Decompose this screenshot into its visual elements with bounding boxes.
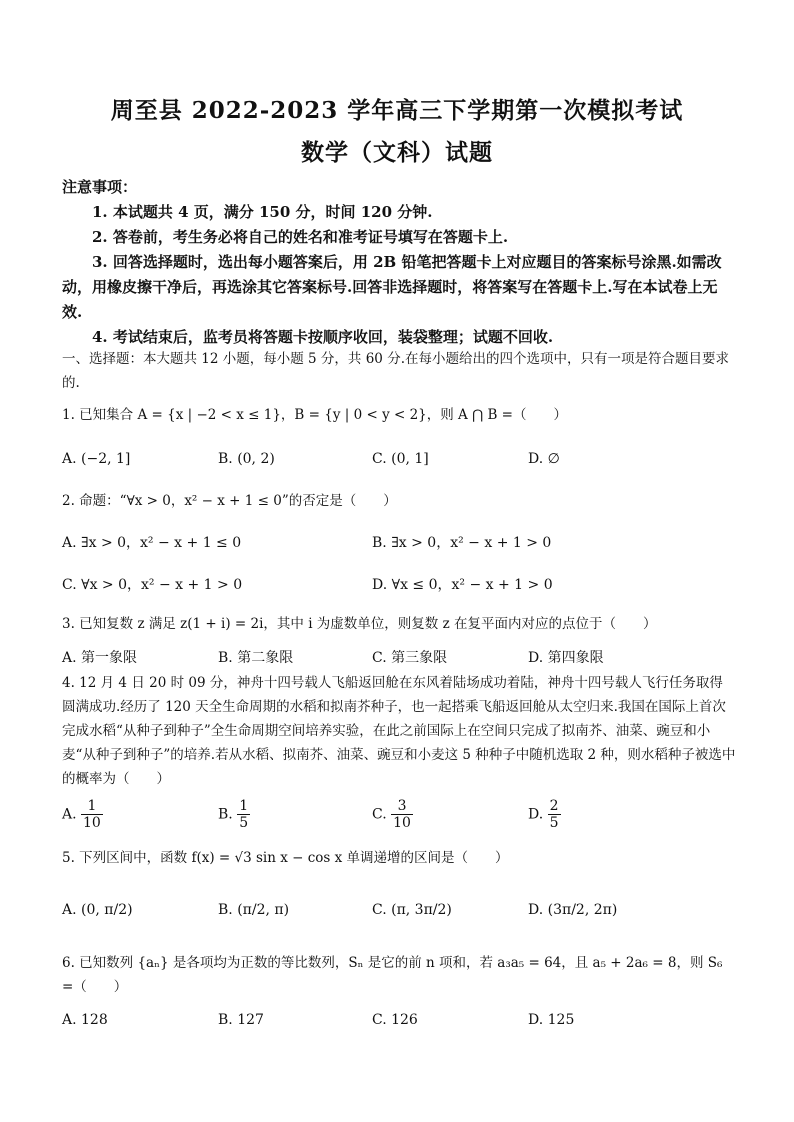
q4-option-c-den: 10 <box>393 815 411 831</box>
q4-option-a-den: 10 <box>83 815 101 831</box>
question-4-stem: 4. 12 月 4 日 20 时 09 分，神舟十四号载人飞船返回舱在东风着陆场成功着陆，神舟十四号载人飞行任务取得圆满成功.经历了 120 天全生命周期的水稻和拟南芥种子，也一起搭乘飞船返回舱从太空归来.我国在国际上首次完成水稻“从种子到种子”全生命周期空间培养实验，在此之前国际上在空间只完成了拟南芥、油菜、豌豆和小麦“从种子到种子”的培养.若从水稻、拟南芥、油菜、豌豆和小麦这 5 种种子中随机选取 2 种，则水稻种子被选中的概率为（ ） <box>62 675 736 787</box>
q4-option-d[interactable] <box>528 798 561 831</box>
q2-option-c[interactable]: C. ∀x > 0，x² − x + 1 > 0 <box>62 577 243 593</box>
q1-option-d[interactable]: D. ∅ <box>528 451 560 467</box>
q4-option-d-num: 2 <box>549 798 559 814</box>
q3-option-d[interactable]: D. 第四象限 <box>528 650 604 666</box>
q1-option-c[interactable]: C. (0, 1] <box>372 451 429 467</box>
q4-option-d-den: 5 <box>549 815 559 831</box>
notice-heading: 注意事项： <box>62 178 138 196</box>
q4-option-c[interactable] <box>372 798 413 831</box>
q4-option-a[interactable] <box>62 798 103 831</box>
q2-option-a[interactable]: A. ∃x > 0，x² − x + 1 ≤ 0 <box>62 535 242 551</box>
q4-option-b-num: 1 <box>239 798 249 814</box>
q5-option-d[interactable]: D. (3π/2, 2π) <box>528 902 618 918</box>
q3-option-b[interactable]: B. 第二象限 <box>218 650 294 666</box>
q4-option-c-label: C. <box>372 806 387 823</box>
q6-option-a[interactable]: A. 128 <box>62 1012 108 1028</box>
q4-option-a-label: A. <box>62 806 77 823</box>
q4-option-b[interactable] <box>218 798 250 831</box>
q6-option-d[interactable]: D. 125 <box>528 1012 575 1028</box>
q3-option-c[interactable]: C. 第三象限 <box>372 650 448 666</box>
section-heading: 一、选择题：本大题共 12 小题，每小题 5 分，共 60 分.在每小题给出的四个选项中，只有一项是符合题目要求的. <box>62 351 729 391</box>
notice-item-2: 2. 答卷前，考生务必将自己的姓名和准考证号填写在答题卡上. <box>92 228 509 246</box>
exam-title: 周至县 2022-2023 学年高三下学期第一次模拟考试 <box>110 97 684 124</box>
q2-option-d[interactable]: D. ∀x ≤ 0，x² − x + 1 > 0 <box>372 577 553 593</box>
exam-subtitle: 数学（文科）试题 <box>301 139 493 166</box>
q4-option-a-fraction <box>81 798 103 831</box>
q5-option-a[interactable]: A. (0, π/2) <box>62 902 133 918</box>
q3-option-a[interactable]: A. 第一象限 <box>62 650 138 666</box>
q4-option-c-num: 3 <box>391 798 413 815</box>
q5-option-c[interactable]: C. (π, 3π/2) <box>372 902 452 918</box>
q4-option-c-fraction <box>391 798 413 831</box>
q4-option-d-label: D. <box>528 806 544 823</box>
question-5-stem: 5. 下列区间中，函数 f(x) = √3 sin x − cos x 单调递增的区间是（ ） <box>62 850 509 866</box>
q5-option-b[interactable]: B. (π/2, π) <box>218 902 290 918</box>
question-6-stem: 6. 已知数列 {aₙ} 是各项均为正数的等比数列，Sₙ 是它的前 n 项和，若 a₃a₅ = 64，且 a₅ + 2a₆ = 8，则 S₆ =（ ） <box>62 955 723 995</box>
question-2-stem: 2. 命题：“∀x > 0，x² − x + 1 ≤ 0”的否定是（ ） <box>62 493 397 509</box>
q4-option-d-fraction <box>548 798 561 831</box>
q2-option-b[interactable]: B. ∃x > 0，x² − x + 1 > 0 <box>372 535 552 551</box>
q4-option-a-num: 1 <box>81 798 103 815</box>
q1-option-a[interactable]: A. (−2, 1] <box>62 451 131 467</box>
q6-option-b[interactable]: B. 127 <box>218 1012 264 1028</box>
q6-option-c[interactable]: C. 126 <box>372 1012 418 1028</box>
q4-option-b-den: 5 <box>239 815 249 831</box>
question-3-stem: 3. 已知复数 z 满足 z(1 + i) = 2i，其中 i 为虚数单位，则复数 z 在复平面内对应的点位于（ ） <box>62 616 657 632</box>
q4-option-b-fraction <box>237 798 250 831</box>
notice-item-3: 3. 回答选择题时，选出每小题答案后，用 2B 铅笔把答题卡上对应题目的答案标号涂黑.如需改动，用橡皮擦干净后，再选涂其它答案标号.回答非选择题时，将答案写在答题卡上.写在本试卷上无效. <box>62 253 722 321</box>
question-1-stem: 1. 已知集合 A = {x | −2 < x ≤ 1}，B = {y | 0 < y < 2}，则 A ⋂ B =（ ） <box>62 407 567 423</box>
q4-option-b-label: B. <box>218 806 233 823</box>
notice-item-1: 1. 本试题共 4 页，满分 150 分，时间 120 分钟. <box>92 203 433 221</box>
q1-option-b[interactable]: B. (0, 2) <box>218 451 275 467</box>
notice-item-4: 4. 考试结束后，监考员将答题卡按顺序收回，装袋整理；试题不回收. <box>92 328 554 346</box>
